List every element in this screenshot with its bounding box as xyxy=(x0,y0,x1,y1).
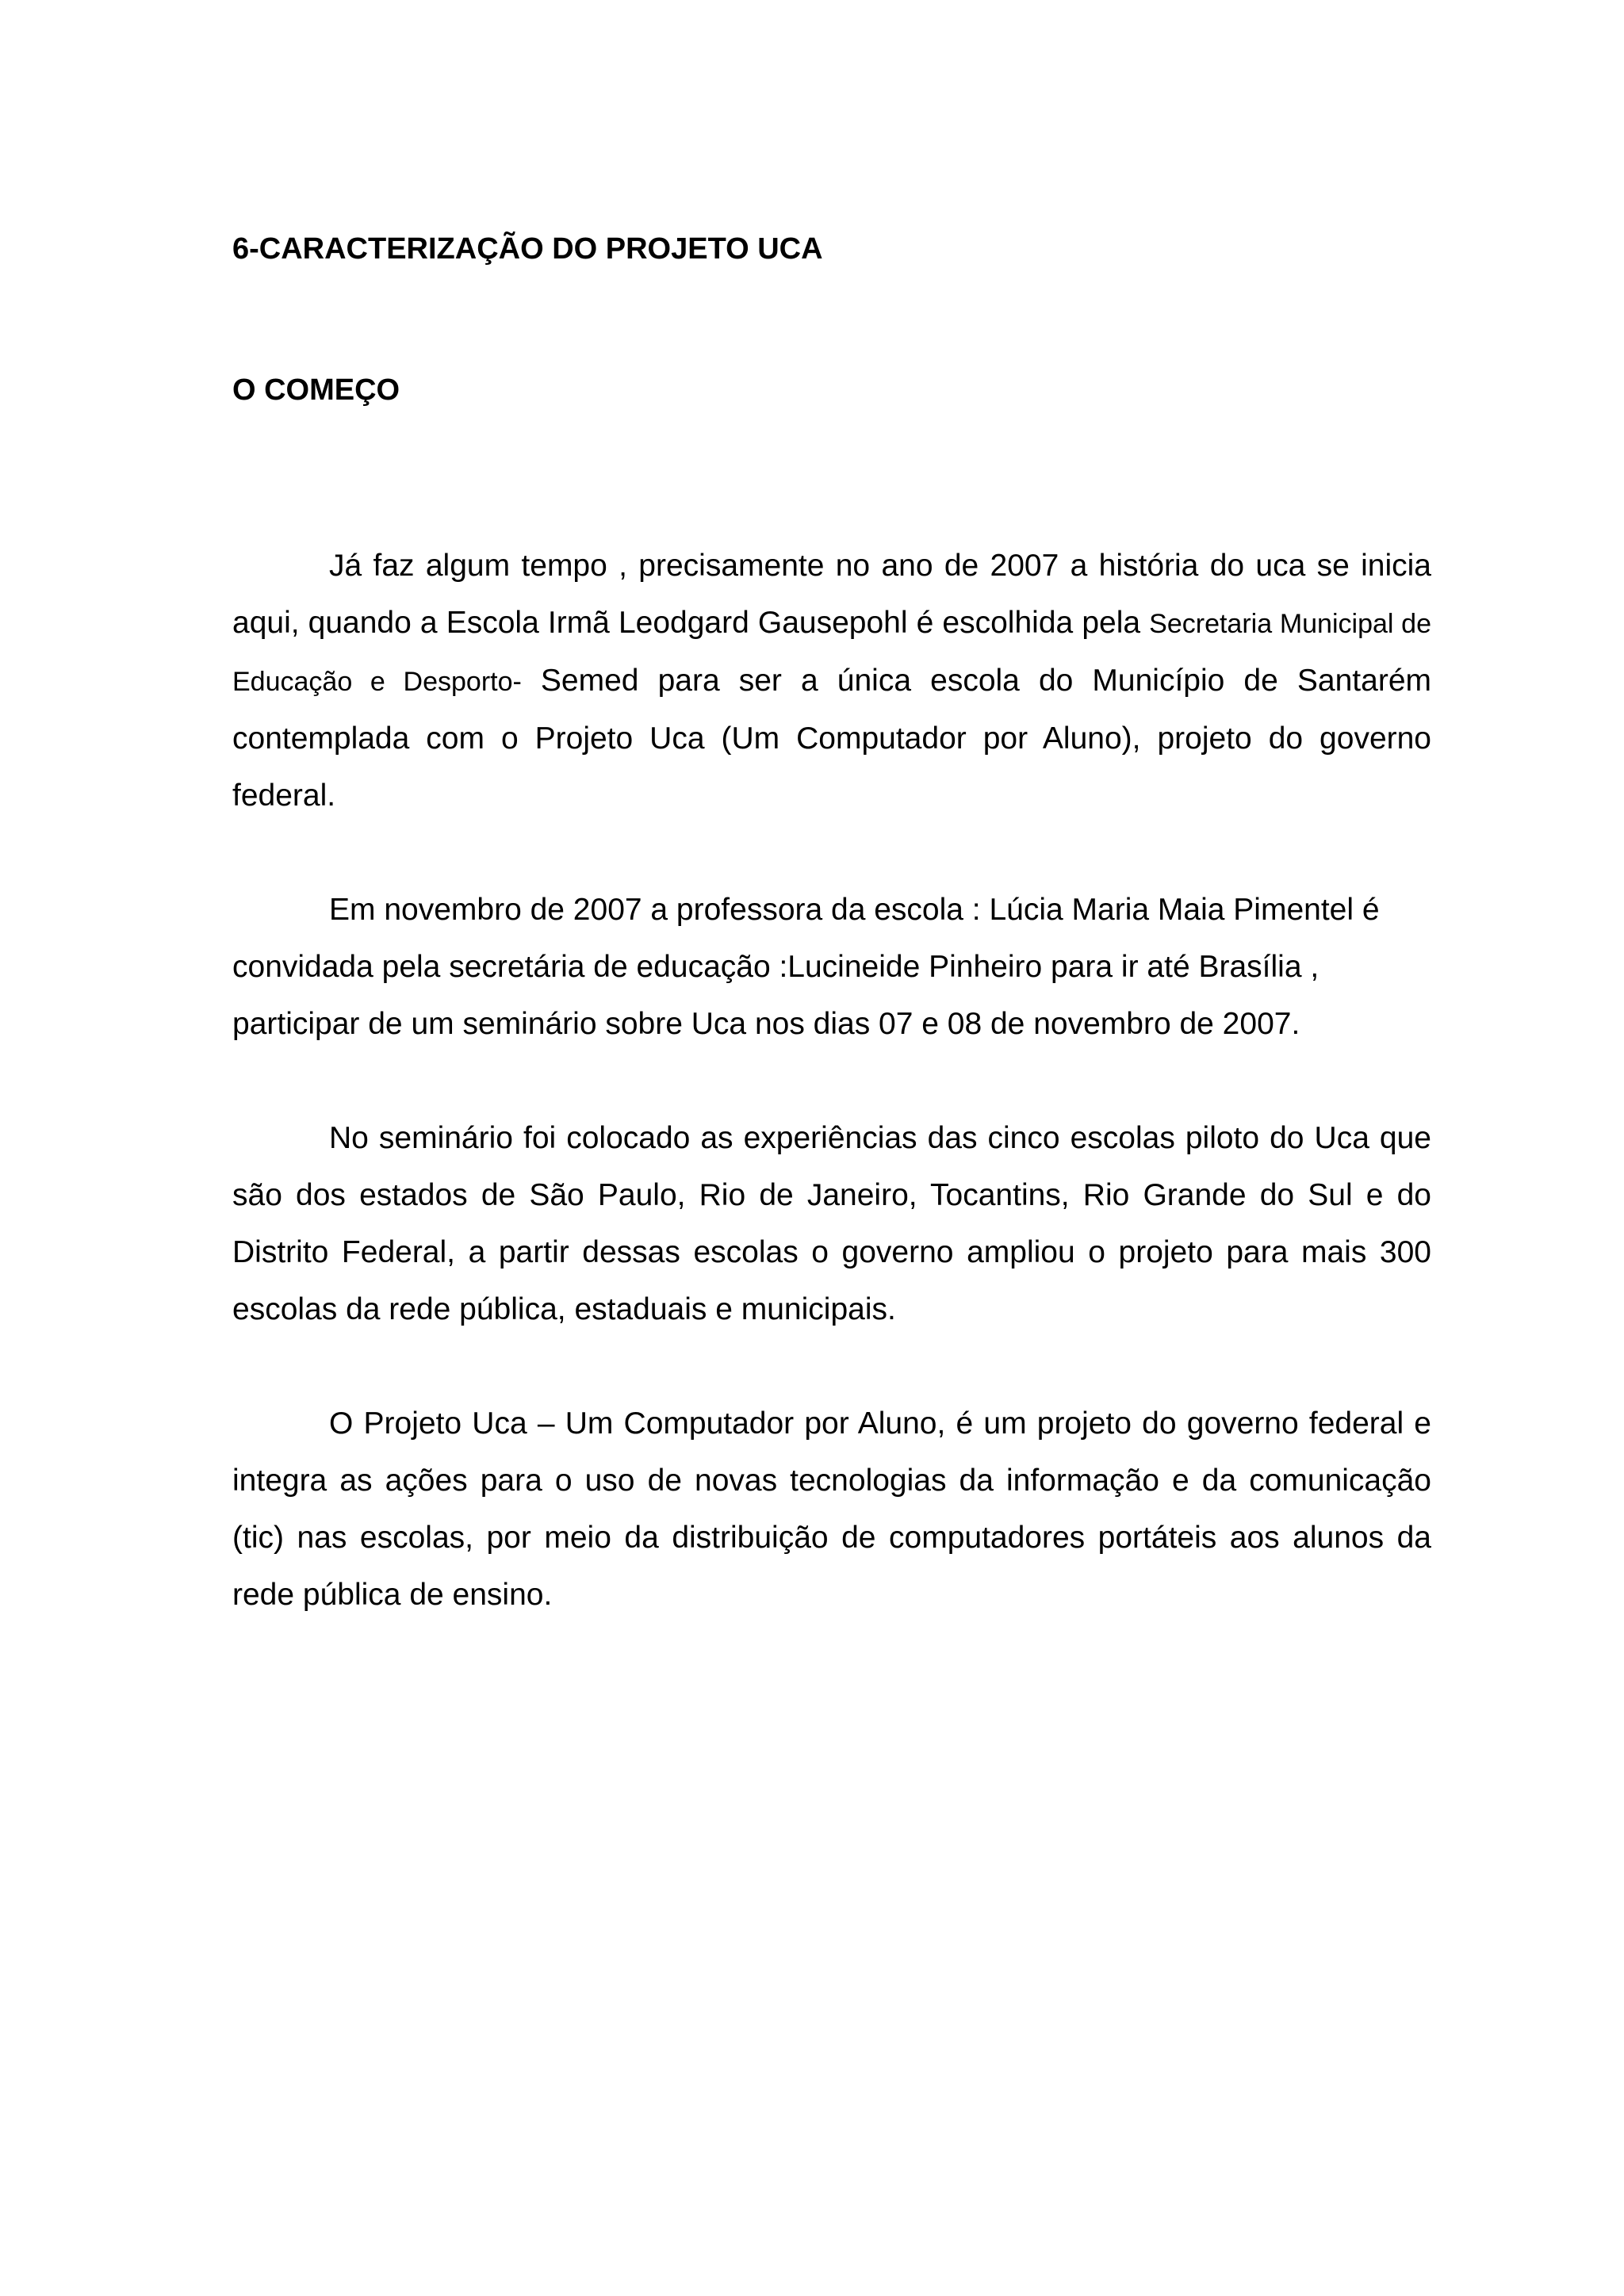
paragraph-2: Em novembro de 2007 a professora da escola : Lúcia Maria Maia Pimentel é convidada pela secretária de educação :Lucineide Pinheiro para ir até Brasília , participar de um seminário sobre Uca nos dias 07 e 08 de novembro de 2007. xyxy=(232,893,1380,1041)
chapter-heading: 6-CARACTERIZAÇÃO DO PROJETO UCA xyxy=(232,232,823,266)
paragraph-1 xyxy=(232,538,1431,825)
paragraph-1-text-b: Semed para ser a única escola do Município de Santarém contemplada com o Projeto Uca (Um Computador por Aluno), projeto do governo federal. xyxy=(232,664,1431,813)
paragraph-4: O Projeto Uca – Um Computador por Aluno, é um projeto do governo federal e integra as ações para o uso de novas tecnologias da informação e da comunicação (tic) nas escolas, por meio da distribuição de computadores portáteis aos alunos da rede pública de ensino. xyxy=(232,1406,1431,1612)
paragraphs xyxy=(232,538,1431,1624)
paragraph-3: No seminário foi colocado as experiências das cinco escolas piloto do Uca que são dos estados de São Paulo, Rio de Janeiro, Tocantins, Rio Grande do Sul e do Distrito Federal, a partir dessas escolas o governo ampliou o projeto para mais 300 escolas da rede pública, estaduais e municipais. xyxy=(232,1121,1431,1326)
paragraph-1-text-a: Já faz algum tempo , precisamente no ano de 2007 a história do uca se inicia aqui, quando a Escola Irmã Leodgard Gausepohl é escolhida pela xyxy=(232,549,1431,640)
document-body xyxy=(232,228,1431,1681)
paragraph-1-secretaria-name: Secretaria Municipal de Educação e Desporto- xyxy=(232,609,1431,697)
section-heading: O COMEÇO xyxy=(232,373,400,407)
